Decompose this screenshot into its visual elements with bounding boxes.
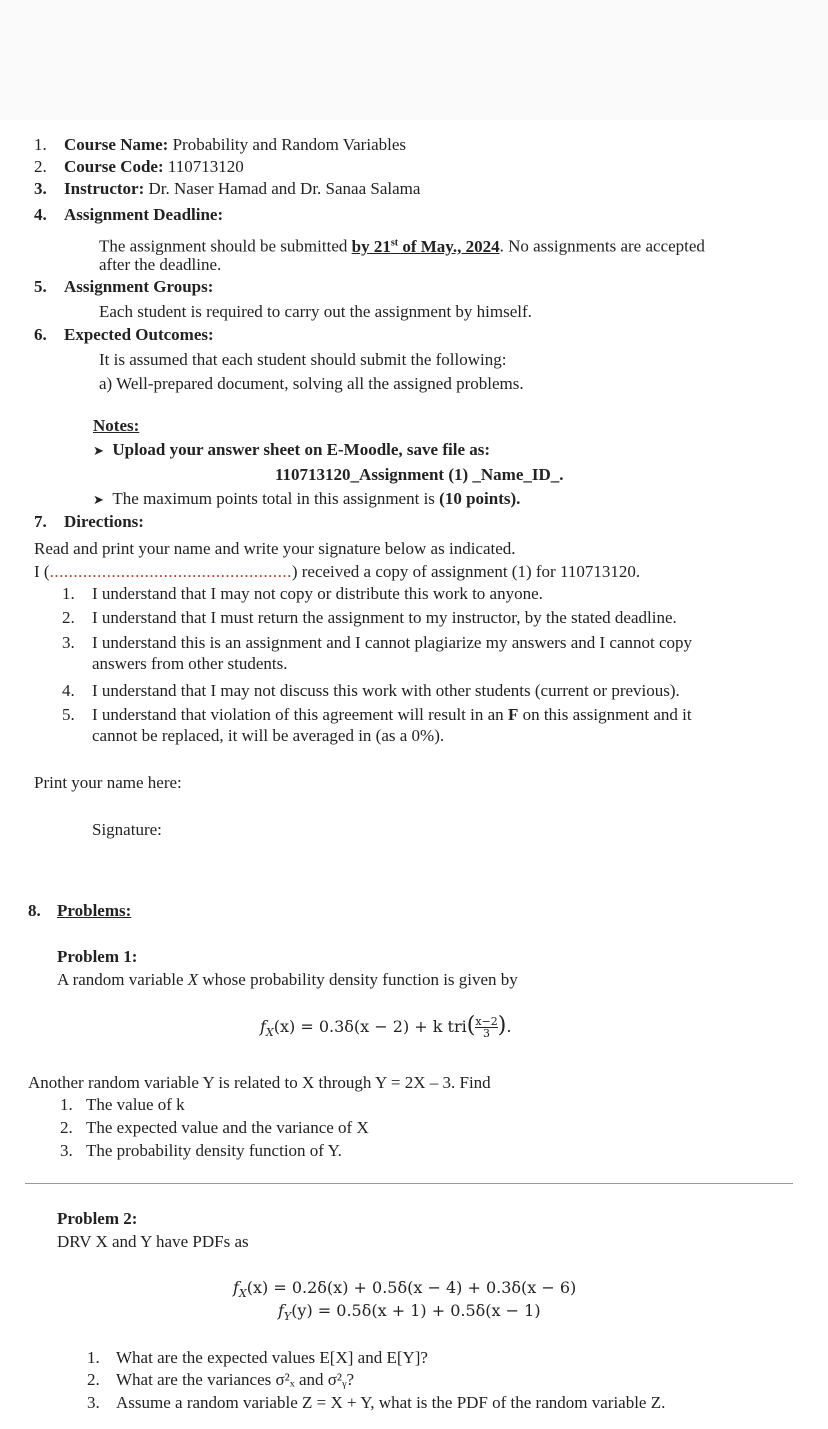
list-number: 7. bbox=[34, 512, 47, 531]
list-number: 2. bbox=[87, 1370, 100, 1389]
course-name: Course Name: Probability and Random Variables bbox=[64, 135, 406, 154]
list-number: 4. bbox=[62, 681, 75, 700]
problem-1-intro: A random variable X whose probability density function is given by bbox=[57, 970, 518, 989]
problem-1-title: Problem 1: bbox=[57, 947, 138, 966]
list-number: 6. bbox=[34, 325, 47, 344]
agreement-item: I understand that I may not copy or distribute this work to anyone. bbox=[92, 584, 543, 603]
notes-title: Notes: bbox=[93, 416, 140, 435]
agreement-item-cont: answers from other students. bbox=[92, 654, 288, 673]
problem-2-question: What are the expected values E[X] and E[Y]? bbox=[116, 1348, 428, 1367]
list-number: 3. bbox=[34, 179, 47, 198]
list-number: 1. bbox=[62, 584, 75, 603]
problem-1-relation: Another random variable Y is related to X through Y = 2X – 3. Find bbox=[28, 1073, 491, 1092]
notes-filename: 110713120_Assignment (1) _Name_ID_. bbox=[275, 465, 564, 484]
list-number: 1. bbox=[60, 1095, 73, 1114]
problem-2-intro: DRV X and Y have PDFs as bbox=[57, 1232, 249, 1251]
arrow-bullet-icon: ➤ bbox=[93, 443, 104, 458]
problem-1-question: The probability density function of Y. bbox=[86, 1141, 342, 1160]
problems-heading: Problems: bbox=[57, 901, 132, 920]
problem-2-question: What are the variances σ²ₓ and σ²ᵧ? bbox=[116, 1370, 355, 1389]
top-margin bbox=[0, 0, 828, 120]
directions-heading: Directions: bbox=[64, 512, 144, 531]
list-number: 1. bbox=[87, 1348, 100, 1367]
problem-1-equation: $f_X(x) = 0.3\delta(x - 2) + k$ tri( $\frac{x-2}{3}$ ). bbox=[260, 1013, 512, 1040]
problem-2-question: Assume a random variable Z = X + Y, what is the PDF of the random variable Z. bbox=[116, 1393, 666, 1412]
deadline-heading: Assignment Deadline: bbox=[64, 205, 224, 224]
agreement-item: I understand this is an assignment and I cannot plagiarize my answers and I cannot copy bbox=[92, 633, 693, 652]
copy-statement: I (...................................................) received a copy of assignment (1) for 110713120. bbox=[34, 562, 641, 581]
list-number: 4. bbox=[34, 205, 47, 224]
directions-intro: Read and print your name and write your signature below as indicated. bbox=[34, 539, 516, 558]
fraction: $\frac{x-2}{3}$ bbox=[475, 1015, 498, 1040]
problem-2-equation-y: $f_Y(y) = 0.5\delta(x + 1) + 0.5\delta(x - 1)$ bbox=[278, 1301, 541, 1324]
agreement-item: I understand that I may not discuss this work with other students (current or previous). bbox=[92, 681, 680, 700]
deadline-text: The assignment should be submitted by 21st of May., 2024. No assignments are accepted bbox=[99, 236, 705, 256]
agreement-item-cont: cannot be replaced, it will be averaged in (as a 0%). bbox=[92, 726, 445, 745]
list-number: 3. bbox=[62, 633, 75, 652]
divider bbox=[25, 1183, 793, 1184]
signature-label: Signature: bbox=[92, 820, 162, 839]
outcomes-item: a) Well-prepared document, solving all the assigned problems. bbox=[99, 374, 524, 393]
list-number: 2. bbox=[60, 1118, 73, 1137]
list-number: 5. bbox=[34, 277, 47, 296]
outcomes-text: It is assumed that each student should submit the following: bbox=[99, 350, 507, 369]
list-number: 5. bbox=[62, 705, 75, 724]
groups-text: Each student is required to carry out the assignment by himself. bbox=[99, 302, 532, 321]
print-name-label: Print your name here: bbox=[34, 773, 182, 792]
agreement-item: I understand that violation of this agreement will result in an F on this assignment and it bbox=[92, 705, 692, 724]
instructor: Instructor: Dr. Naser Hamad and Dr. Sanaa Salama bbox=[64, 179, 421, 198]
notes-upload: ➤ Upload your answer sheet on E-Moodle, save file as: bbox=[93, 440, 491, 459]
course-code: Course Code: 110713120 bbox=[64, 157, 244, 176]
problem-2-equation-x: $f_X(x) = 0.2\delta(x) + 0.5\delta(x - 4) + 0.3\delta(x - 6)$ bbox=[233, 1278, 577, 1301]
outcomes-heading: Expected Outcomes: bbox=[64, 325, 214, 344]
list-number: 3. bbox=[60, 1141, 73, 1160]
list-number: 8. bbox=[28, 901, 41, 920]
list-number: 3. bbox=[87, 1393, 100, 1412]
list-number: 1. bbox=[34, 135, 47, 154]
arrow-bullet-icon: ➤ bbox=[93, 492, 104, 507]
list-number: 2. bbox=[34, 157, 47, 176]
agreement-item: I understand that I must return the assignment to my instructor, by the stated deadline. bbox=[92, 608, 677, 627]
problem-2-title: Problem 2: bbox=[57, 1209, 138, 1228]
problem-1-question: The value of k bbox=[86, 1095, 185, 1114]
deadline-text-2: after the deadline. bbox=[99, 255, 222, 274]
list-number: 2. bbox=[62, 608, 75, 627]
name-blank[interactable]: ................................................... bbox=[49, 562, 292, 581]
groups-heading: Assignment Groups: bbox=[64, 277, 214, 296]
notes-points: ➤ The maximum points total in this assignment is (10 points). bbox=[93, 489, 521, 508]
problem-1-question: The expected value and the variance of X bbox=[86, 1118, 369, 1137]
